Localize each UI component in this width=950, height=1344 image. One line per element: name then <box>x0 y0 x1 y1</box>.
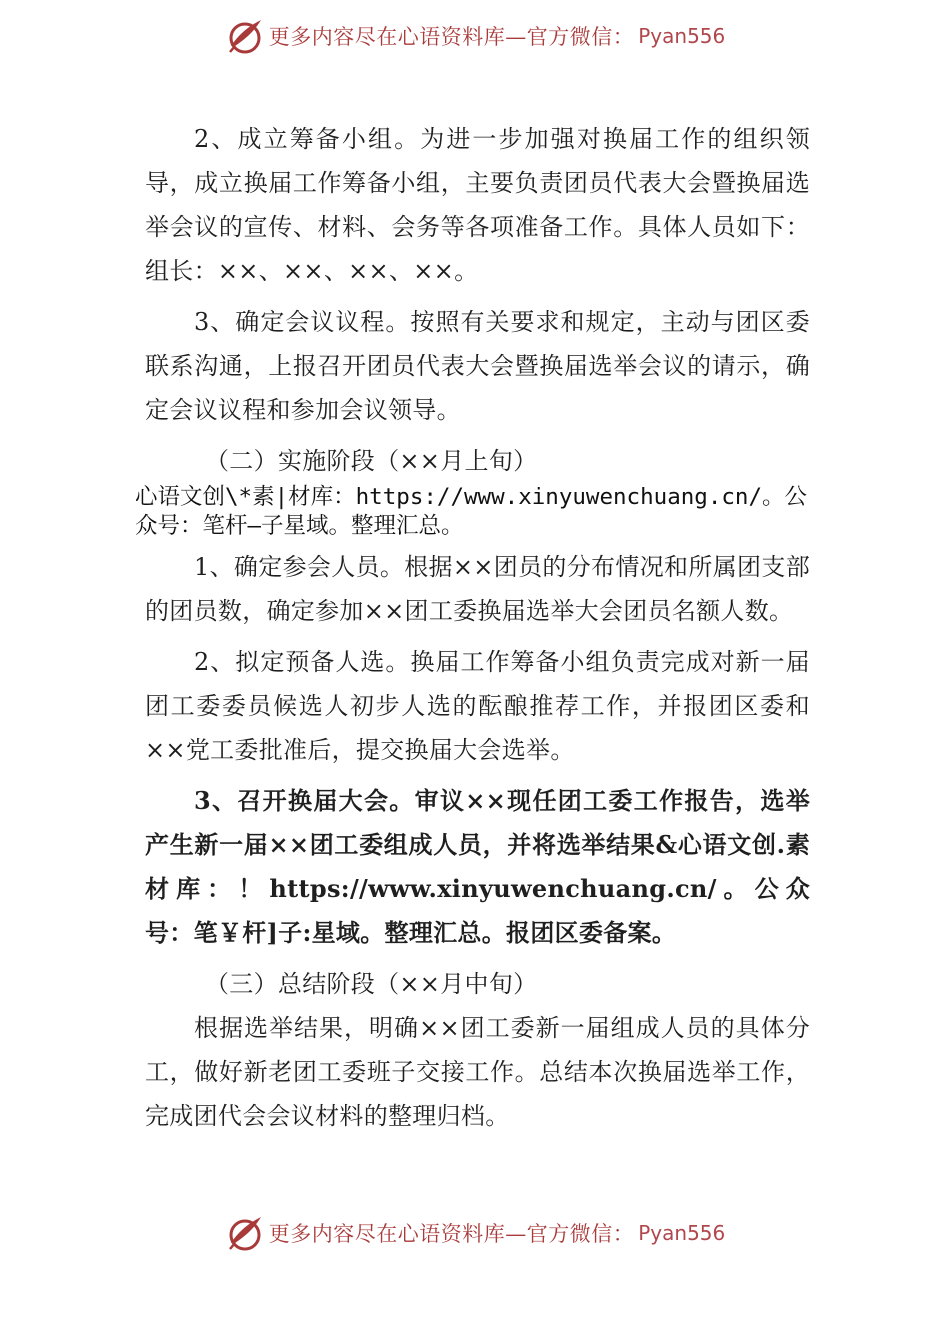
footer-banner-text: 更多内容尽在心语资料库—官方微信： <box>268 1222 635 1246</box>
footer-banner-wechat: Pyan556 <box>638 1221 726 1245</box>
heading-implementation-stage: （二）实施阶段（××月上旬） <box>205 447 538 475</box>
paragraph-establish-group: 2、成立筹备小组。为进一步加强对换届工作的组织领导，成立换届工作筹备小组，主要负责团员代表大会暨换届选举会议的宣传、材料、会务等各项准备工作。具体人员如下：组长：××、××、××、××。 <box>145 125 810 285</box>
heading-summary-stage: （三）总结阶段（××月中旬） <box>205 970 538 998</box>
quill-pen-logo-icon <box>225 1213 265 1253</box>
paragraph-confirm-attendees: 1、确定参会人员。根据××团员的分布情况和所属团支部的团员数，确定参加××团工委换届选举大会团员名额人数。 <box>145 553 810 625</box>
footer-banner <box>0 1211 950 1255</box>
header-banner-wechat: Pyan556 <box>638 24 726 48</box>
paragraph-summary: 根据选举结果，明确××团工委新一届组成人员的具体分工，做好新老团工委班子交接工作。总结本次换届选举工作，完成团代会会议材料的整理归档。 <box>145 1014 810 1130</box>
quill-pen-logo-icon <box>225 16 265 56</box>
paragraph-confirm-agenda: 3、确定会议议程。按照有关要求和规定，主动与团区委联系沟通，上报召开团员代表大会暨换届选举会议的请示，确定会议议程和参加会议领导。 <box>145 308 810 424</box>
inserted-promo-text: 心语文创\*素|材库：https://www.xinyuwenchuang.cn/。公众号：笔杆—子星域。整理汇总。 <box>135 484 808 539</box>
paragraph-hold-congress: 3、召开换届大会。审议××现任团工委工作报告，选举产生新一届××团工委组成人员，并将选举结果&心语文创.素材库：！https://www.xinyuwenchuang.cn/。公众号：笔￥杆]子:星域。整理汇总。报团区委备案。 <box>145 786 810 947</box>
paragraph-draft-candidates: 2、拟定预备人选。换届工作筹备小组负责完成对新一届团工委委员候选人初步人选的酝酿推荐工作，并报团区委和××党工委批准后，提交换届大会选举。 <box>145 648 810 764</box>
header-banner-text: 更多内容尽在心语资料库—官方微信： <box>268 25 635 49</box>
document-body <box>135 117 810 1145</box>
header-banner <box>0 14 950 58</box>
